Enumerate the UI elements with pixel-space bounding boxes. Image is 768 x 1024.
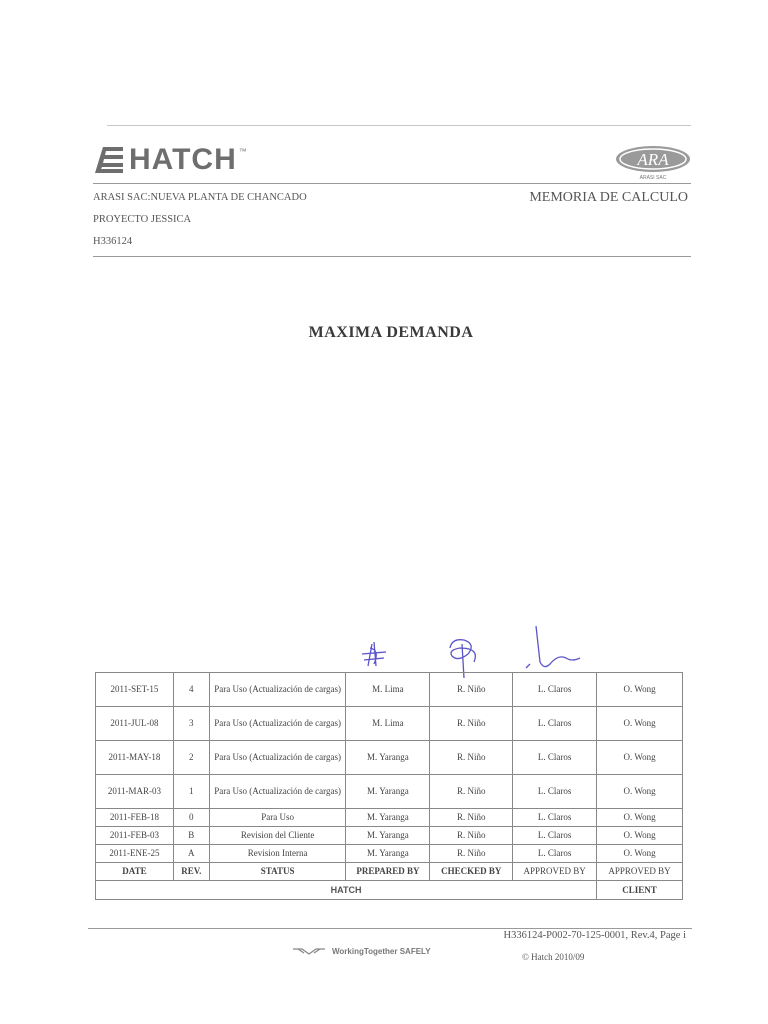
rev-status: Para Uso (Actualización de cargas) (209, 741, 346, 775)
footer-rule (88, 928, 692, 929)
copyright: © Hatch 2010/09 (522, 952, 585, 962)
rev-status: Para Uso (Actualización de cargas) (209, 775, 346, 809)
rev-checked: R. Niño (430, 673, 513, 707)
header-status: STATUS (209, 863, 346, 881)
rev-number: 1 (173, 775, 209, 809)
rev-number: 4 (173, 673, 209, 707)
rev-prepared: M. Yaranga (346, 827, 430, 845)
header-client-approved: APPROVED BY (597, 863, 683, 881)
table-header-row (96, 863, 683, 881)
rev-approved: L. Claros (513, 741, 597, 775)
table-row (96, 673, 683, 707)
rev-prepared: M. Yaranga (346, 809, 430, 827)
rev-date: 2011-ENE-25 (96, 845, 174, 863)
rev-date: 2011-FEB-03 (96, 827, 174, 845)
working-together-text: WorkingTogether SAFELY (332, 946, 431, 956)
rev-prepared: M. Yaranga (346, 741, 430, 775)
table-row (96, 827, 683, 845)
header-rule-2 (93, 256, 691, 257)
rev-client: O. Wong (597, 845, 683, 863)
revision-table (95, 672, 683, 900)
rev-status: Para Uso (Actualización de cargas) (209, 707, 346, 741)
rev-client: O. Wong (597, 809, 683, 827)
rev-approved: L. Claros (513, 775, 597, 809)
rev-checked: R. Niño (430, 827, 513, 845)
rev-number: B (173, 827, 209, 845)
rev-client: O. Wong (597, 707, 683, 741)
rev-checked: R. Niño (430, 775, 513, 809)
rev-number: 3 (173, 707, 209, 741)
header-date: DATE (96, 863, 174, 881)
rev-status: Para Uso (209, 809, 346, 827)
footer-client: CLIENT (597, 881, 683, 900)
rev-checked: R. Niño (430, 741, 513, 775)
rev-checked: R. Niño (430, 845, 513, 863)
rev-prepared: M. Lima (346, 673, 430, 707)
table-row (96, 707, 683, 741)
ara-logo (614, 145, 692, 181)
header-prepared: PREPARED BY (346, 863, 430, 881)
project-name: ARASI SAC:NUEVA PLANTA DE CHANCADO (93, 192, 307, 203)
header-checked: CHECKED BY (430, 863, 513, 881)
footer-company-cell (96, 881, 597, 900)
top-rule (107, 125, 691, 126)
rev-approved: L. Claros (513, 673, 597, 707)
rev-number: 0 (173, 809, 209, 827)
working-together-logo (292, 946, 431, 956)
rev-status: Para Uso (Actualización de cargas) (209, 673, 346, 707)
rev-client: O. Wong (597, 775, 683, 809)
project-label: PROYECTO JESSICA (93, 214, 192, 225)
rev-client: O. Wong (597, 741, 683, 775)
rev-client: O. Wong (597, 827, 683, 845)
rev-number: A (173, 845, 209, 863)
rev-checked: R. Niño (430, 809, 513, 827)
doc-type: MEMORIA DE CALCULO (529, 190, 688, 205)
rev-prepared: M. Lima (346, 707, 430, 741)
rev-prepared: M. Yaranga (346, 775, 430, 809)
rev-approved: L. Claros (513, 827, 597, 845)
project-number: H336124 (93, 236, 133, 247)
document-title: MAXIMA DEMANDA (308, 324, 474, 341)
table-footer-row (96, 881, 683, 900)
rev-date: 2011-FEB-18 (96, 809, 174, 827)
doc-reference: H336124-P002-70-125-0001, Rev.4, Page i (503, 930, 686, 941)
rev-client: O. Wong (597, 673, 683, 707)
rev-prepared: M. Yaranga (346, 845, 430, 863)
rev-approved: L. Claros (513, 809, 597, 827)
ara-logo-subtext: ARASI SAC (639, 175, 667, 181)
signatures (340, 618, 600, 678)
rev-date: 2011-JUL-08 (96, 707, 174, 741)
hatch-logo-icon (95, 147, 123, 173)
hatch-logo-text: HATCH (129, 143, 237, 176)
ara-logo-text: ARA (637, 150, 669, 169)
rev-number: 2 (173, 741, 209, 775)
rev-status: Revision del Cliente (209, 827, 346, 845)
rev-date: 2011-SET-15 (96, 673, 174, 707)
rev-checked: R. Niño (430, 707, 513, 741)
rev-approved: L. Claros (513, 845, 597, 863)
header-rev: REV. (173, 863, 209, 881)
rev-status: Revision Interna (209, 845, 346, 863)
rev-date: 2011-MAY-18 (96, 741, 174, 775)
rev-approved: L. Claros (513, 707, 597, 741)
table-row (96, 809, 683, 827)
footer-hatch-logo: HATCH (330, 884, 362, 895)
rev-date: 2011-MAR-03 (96, 775, 174, 809)
table-row (96, 741, 683, 775)
hatch-logo: HATCH ™ (95, 143, 247, 177)
header-rule-1 (93, 183, 691, 184)
handshake-icon (292, 946, 326, 956)
header-approved: APPROVED BY (513, 863, 597, 881)
table-row (96, 845, 683, 863)
table-row (96, 775, 683, 809)
